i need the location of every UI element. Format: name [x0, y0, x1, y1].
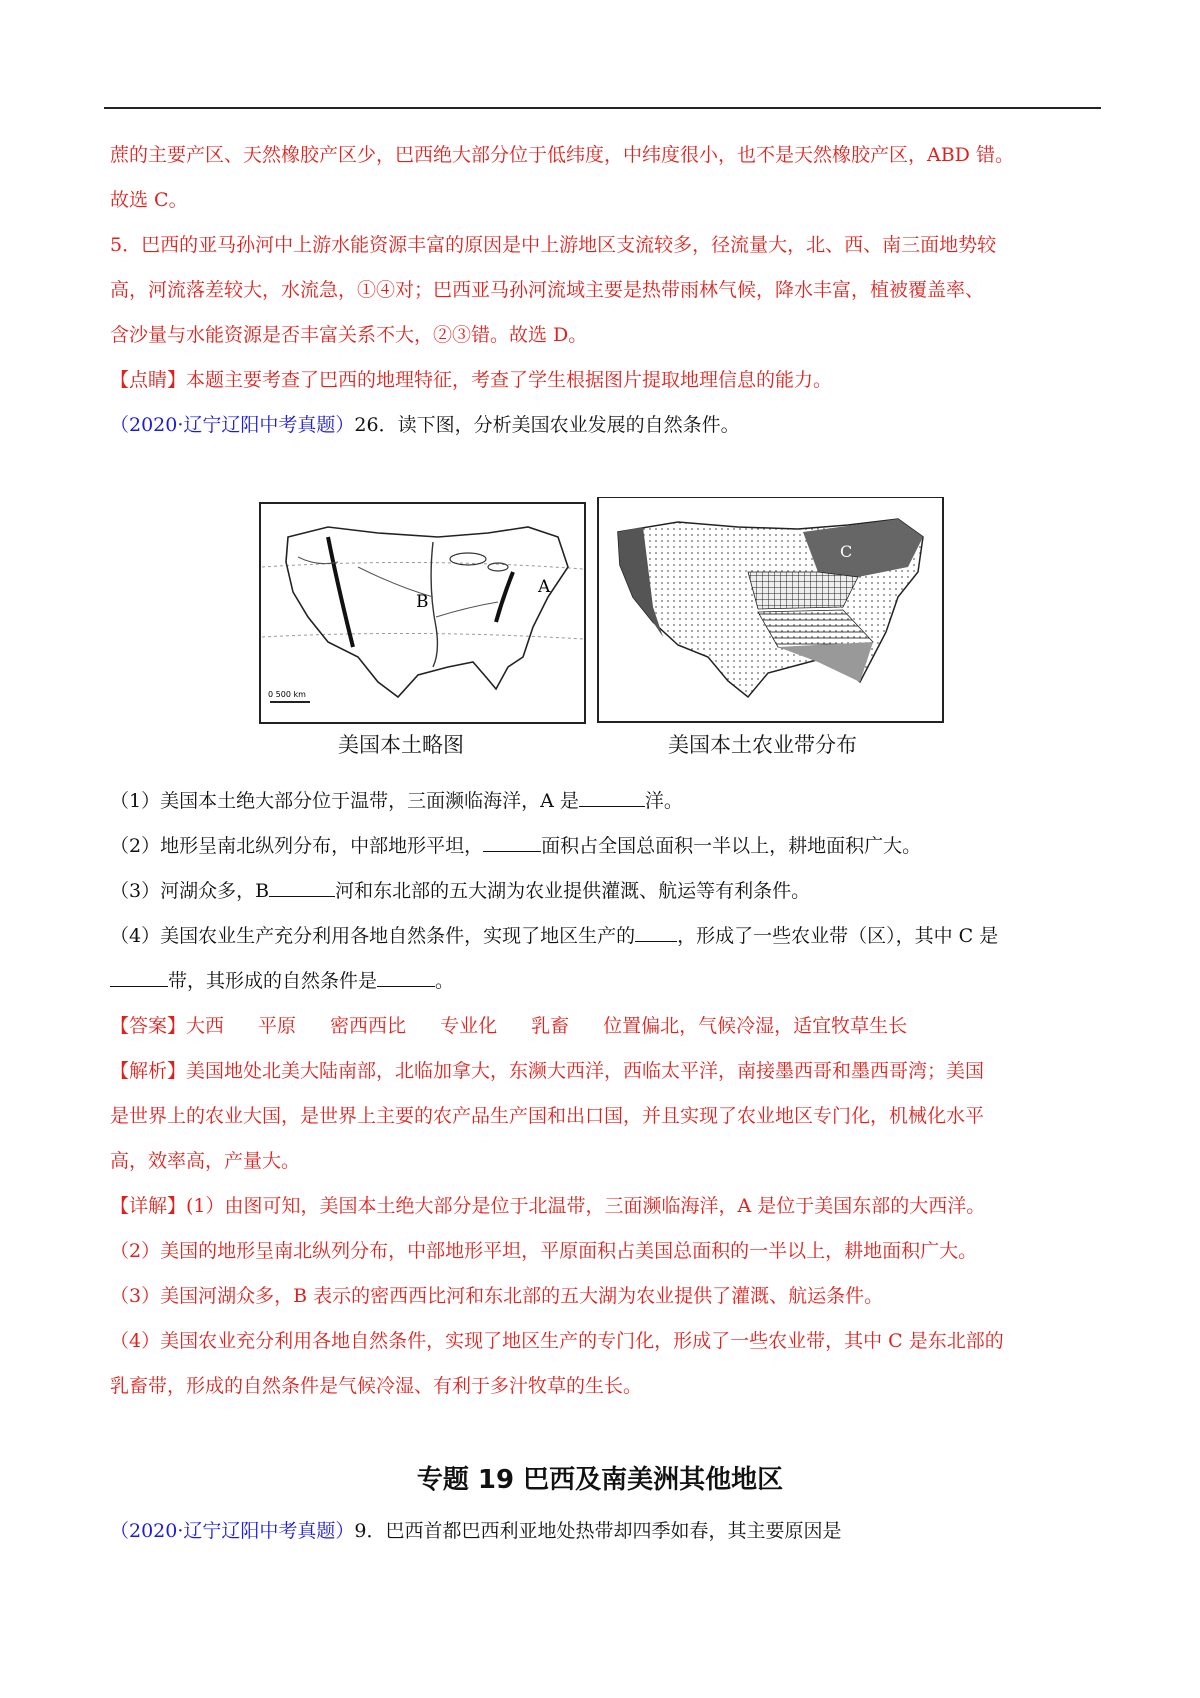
- subquestion-2: [110, 833, 921, 859]
- map1-label-B: B: [416, 592, 429, 612]
- analysis-line: 高，效率高，产量大。: [110, 1150, 301, 1172]
- detail-line: （4）美国农业充分利用各地自然条件，实现了地区生产的专门化，形成了一些农业带，其中 C 是东北部的: [110, 1330, 1004, 1352]
- question-source: （2020·辽宁辽阳中考真题）: [110, 1520, 355, 1542]
- header-rule: [104, 107, 1101, 109]
- answer-line: [110, 1013, 907, 1039]
- detail-line: 【详解】(1）由图可知，美国本土绝大部分是位于北温带，三面濒临海洋，A 是位于美国东部的大西洋。: [110, 1195, 986, 1217]
- q1-text-b: 洋。: [644, 790, 683, 812]
- subquestion-4-cont: [110, 968, 454, 994]
- q4-text-d: 。: [435, 970, 455, 992]
- tip-line: 【点睛】本题主要考查了巴西的地理特征，考查了学生根据图片提取地理信息的能力。: [110, 369, 833, 391]
- subquestion-1: [110, 788, 683, 814]
- section-title: 专题 19 巴西及南美洲其他地区: [416, 1465, 784, 1495]
- answer-blank[interactable]: [579, 788, 645, 807]
- map2-corn-belt: [748, 572, 858, 609]
- text-line: 5．巴西的亚马孙河中上游水能资源丰富的原因是中上游地区支流较多，径流量大，北、西、南三面地势较: [110, 234, 997, 256]
- q4-text-a: （4）美国农业生产充分利用各地自然条件，实现了地区生产的: [110, 925, 636, 947]
- us-maps-figure: [258, 497, 948, 767]
- subquestion-4: [110, 923, 998, 949]
- detail-line: （2）美国的地形呈南北纵列分布，中部地形平坦，平原面积占美国总面积的一半以上，耕地面积广大。: [110, 1240, 978, 1262]
- answer-blank[interactable]: [483, 833, 541, 852]
- map2-caption: 美国本土农业带分布: [668, 733, 857, 757]
- answer-blank[interactable]: [269, 878, 335, 897]
- text-line: 故选 C。: [110, 189, 188, 211]
- question-9: [110, 1518, 842, 1544]
- q3-text-a: （3）河湖众多，B: [110, 880, 270, 902]
- map1-label-A: A: [538, 577, 551, 597]
- detail-line: （3）美国河湖众多，B 表示的密西西比河和东北部的五大湖为农业提供了灌溉、航运条件。: [110, 1285, 884, 1307]
- detail-line: 乳畜带，形成的自然条件是气候冷湿、有利于多汁牧草的生长。: [110, 1375, 643, 1397]
- q1-text-a: （1）美国本土绝大部分位于温带，三面濒临海洋，A 是: [110, 790, 579, 812]
- question-stem: 9．巴西首都巴西利亚地处热带却四季如春，其主要原因是: [354, 1520, 842, 1542]
- answer-item: 大西: [186, 1015, 225, 1037]
- maps-svg: [258, 497, 948, 767]
- analysis-line: 【解析】美国地处北美大陆南部，北临加拿大，东濒大西洋，西临太平洋，南接墨西哥和墨西哥湾；美国: [110, 1060, 985, 1082]
- answer-blank[interactable]: [635, 923, 677, 942]
- question-source: （2020·辽宁辽阳中考真题）: [110, 414, 355, 436]
- q3-text-b: 河和东北部的五大湖为农业提供灌溉、航运等有利条件。: [335, 880, 811, 902]
- text-line: 含沙量与水能资源是否丰富关系不大，②③错。故选 D。: [110, 324, 588, 346]
- analysis-line: 是世界上的农业大国，是世界上主要的农产品生产国和出口国，并且实现了农业地区专门化，机械化水平: [110, 1105, 985, 1127]
- answer-blank[interactable]: [110, 968, 168, 987]
- answer-item: 平原: [258, 1015, 297, 1037]
- answer-label: 【答案】: [110, 1015, 187, 1037]
- subquestion-3: [110, 878, 810, 904]
- text-line: 蔗的主要产区、天然橡胶产区少，巴西绝大部分位于低纬度，中纬度很小，也不是天然橡胶产区，ABD 错。: [110, 144, 1014, 166]
- answer-item: 位置偏北，气候冷湿，适宜牧草生长: [603, 1015, 908, 1037]
- answer-item: 密西西比: [330, 1015, 407, 1037]
- answer-item: 专业化: [440, 1015, 498, 1037]
- question-stem: 26．读下图，分析美国农业发展的自然条件。: [354, 414, 740, 436]
- question-26: [110, 412, 740, 438]
- q2-text-b: 面积占全国总面积一半以上，耕地面积广大。: [541, 835, 922, 857]
- q2-text-a: （2）地形呈南北纵列分布，中部地形平坦，: [110, 835, 484, 857]
- q4-text-b: ，形成了一些农业带（区），其中 C 是: [677, 925, 999, 947]
- map1-scale-label: 0 500 km: [268, 690, 306, 699]
- text-line: 高，河流落差较大，水流急，①④对；巴西亚马孙河流域主要是热带雨林气候，降水丰富，植被覆盖率、: [110, 279, 985, 301]
- map1-caption: 美国本土略图: [338, 733, 464, 757]
- answer-blank[interactable]: [377, 968, 435, 987]
- q4-text-c: 带，其形成的自然条件是: [168, 970, 378, 992]
- map2-label-C: C: [840, 542, 853, 561]
- answer-item: 乳畜: [531, 1015, 570, 1037]
